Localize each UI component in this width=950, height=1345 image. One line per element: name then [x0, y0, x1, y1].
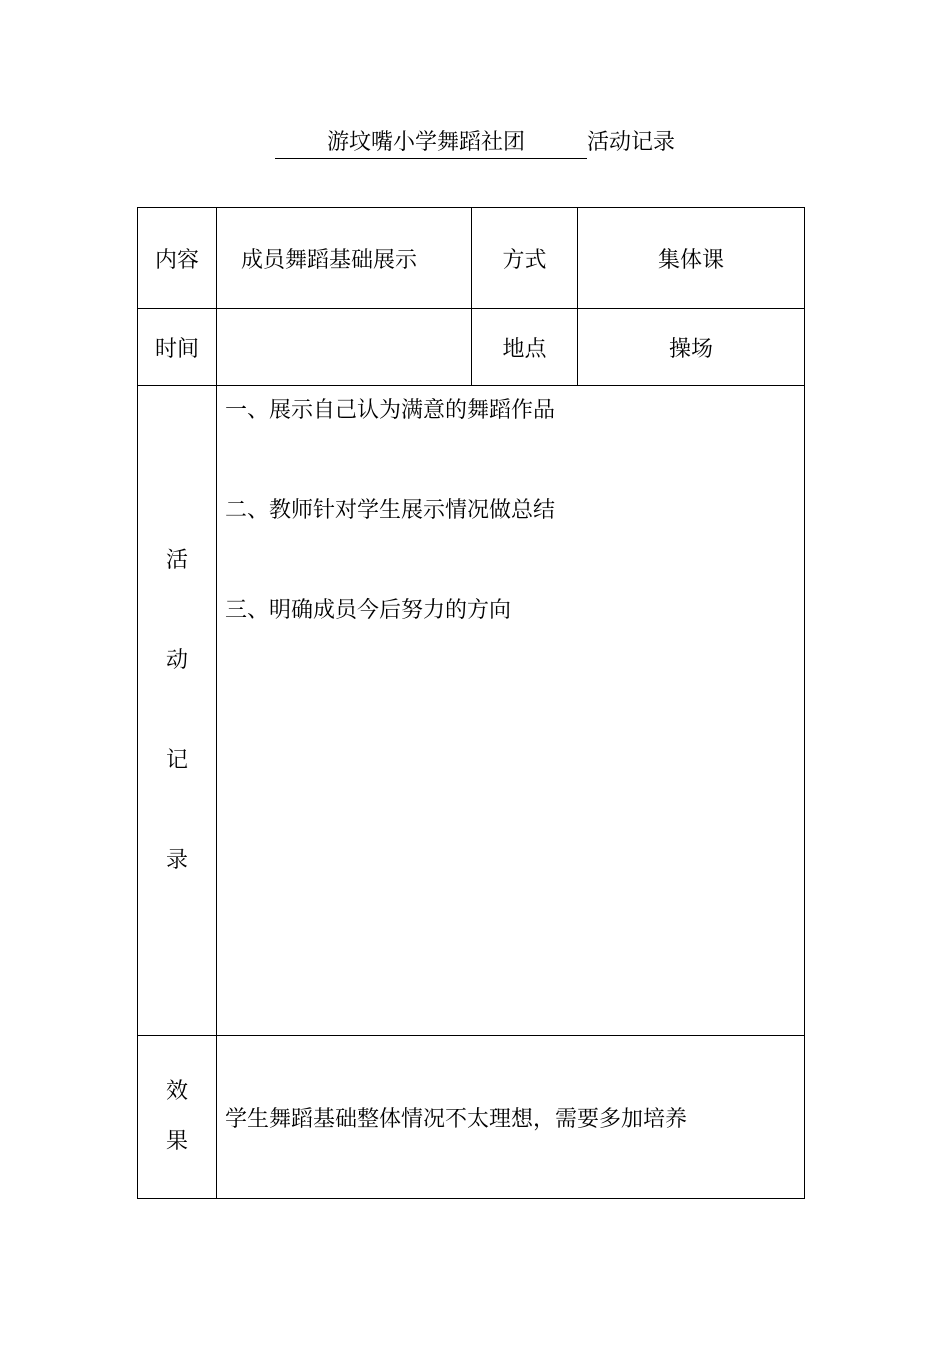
- activity-record-content: [217, 386, 805, 1036]
- time-label: 时间: [138, 309, 217, 386]
- mode-label: 方式: [472, 208, 578, 309]
- activity-item: 一、展示自己认为满意的舞蹈作品: [225, 398, 556, 423]
- location-label: 地点: [472, 309, 578, 386]
- mode-value: 集体课: [578, 208, 805, 309]
- activity-label-char: 活: [165, 547, 188, 573]
- content-label: 内容: [138, 208, 217, 309]
- time-value: [217, 309, 472, 386]
- activity-item: 二、教师针对学生展示情况做总结: [225, 498, 556, 523]
- row-time: [138, 309, 805, 386]
- title-club-name: [275, 128, 587, 159]
- row-activity: [138, 386, 805, 1036]
- effect-label: [138, 1036, 217, 1199]
- activity-item: 三、明确成员今后努力的方向: [225, 598, 512, 623]
- activity-label-char: 录: [165, 847, 188, 873]
- title-club-text: 游坟嘴小学舞蹈社团: [326, 130, 525, 155]
- activity-label-char: 记: [165, 747, 188, 773]
- content-value: 成员舞蹈基础展示: [217, 208, 472, 309]
- location-value: 操场: [578, 309, 805, 386]
- activity-record-table: [137, 207, 805, 1199]
- row-effect: [138, 1036, 805, 1199]
- effect-label-char: 效: [165, 1079, 188, 1104]
- document-title: [0, 128, 950, 159]
- activity-record-label: [138, 386, 217, 1036]
- effect-text: 学生舞蹈基础整体情况不太理想，需要多加培养: [217, 1036, 805, 1199]
- effect-label-char: 果: [165, 1129, 188, 1154]
- activity-label-char: 动: [165, 647, 188, 673]
- row-content: [138, 208, 805, 309]
- title-suffix: 活动记录: [587, 130, 676, 155]
